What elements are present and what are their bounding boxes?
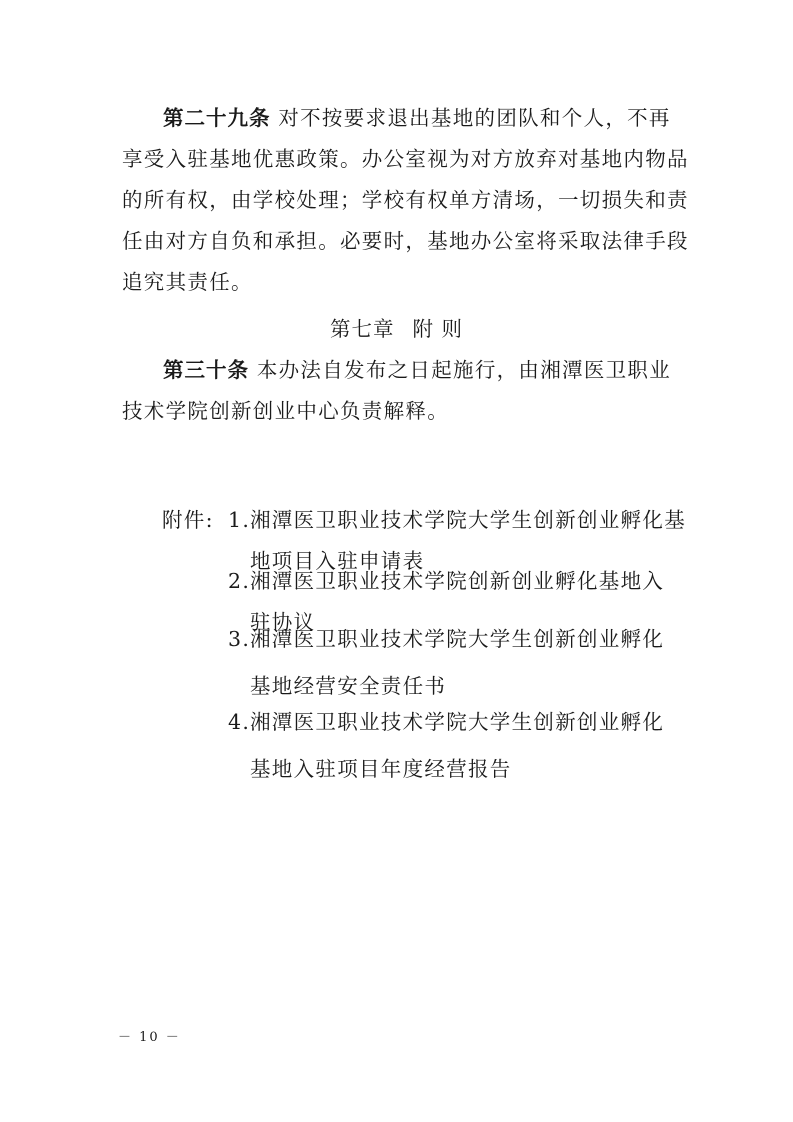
chapter-heading <box>0 309 793 350</box>
chapter-number: 第七章 <box>329 317 395 341</box>
article-29-line-5: 追究其责任。 <box>122 270 253 294</box>
attachment-title: 湘潭医卫职业技术学院大学生创新创业孵化 <box>250 710 665 734</box>
article-29-line-1 <box>122 98 682 139</box>
attachment-item-3 <box>228 619 664 707</box>
attachment-number: 1. <box>228 508 251 532</box>
page-number: － 10 － <box>118 1030 181 1045</box>
attachment-title: 湘潭医卫职业技术学院大学生创新创业孵化 <box>250 627 665 651</box>
attachment-title: 湘潭医卫职业技术学院大学生创新创业孵化基 <box>250 508 686 532</box>
article-29-title: 第二十九条 <box>163 106 271 130</box>
article-30 <box>122 350 682 432</box>
chapter-title: 附 则 <box>412 317 464 341</box>
attachment-title-cont: 驻协议 <box>250 610 316 634</box>
article-30-line-2: 技术学院创新创业中心负责解释。 <box>122 399 449 423</box>
attachment-number: 3. <box>228 627 251 651</box>
article-29-line-3: 的所有权，由学校处理；学校有权单方清场，一切损失和责 <box>122 188 689 212</box>
attachment-title-cont: 基地入驻项目年度经营报告 <box>250 757 512 781</box>
article-30-text: 本办法自发布之日起施行，由湘潭医卫职业 <box>256 358 672 382</box>
article-29-line-4: 任由对方自负和承担。必要时，基地办公室将采取法律手段 <box>122 229 689 253</box>
attachment-title-cont: 基地经营安全责任书 <box>250 674 447 698</box>
attachment-title: 湘潭医卫职业技术学院创新创业孵化基地入 <box>250 569 665 593</box>
attachments-label: 附件: <box>162 508 214 532</box>
article-29-line-2: 享受入驻基地优惠政策。办公室视为对方放弃对基地内物品 <box>122 147 689 171</box>
attachment-number: 2. <box>228 569 251 593</box>
article-29-text: 对不按要求退出基地的团队和个人，不再 <box>278 106 671 130</box>
attachment-title-cont: 地项目入驻申请表 <box>250 549 425 573</box>
article-30-title: 第三十条 <box>163 358 249 382</box>
attachment-number: 4. <box>228 710 251 734</box>
article-29 <box>122 98 689 303</box>
attachment-item-4 <box>228 702 664 790</box>
article-30-line-1 <box>122 350 682 391</box>
